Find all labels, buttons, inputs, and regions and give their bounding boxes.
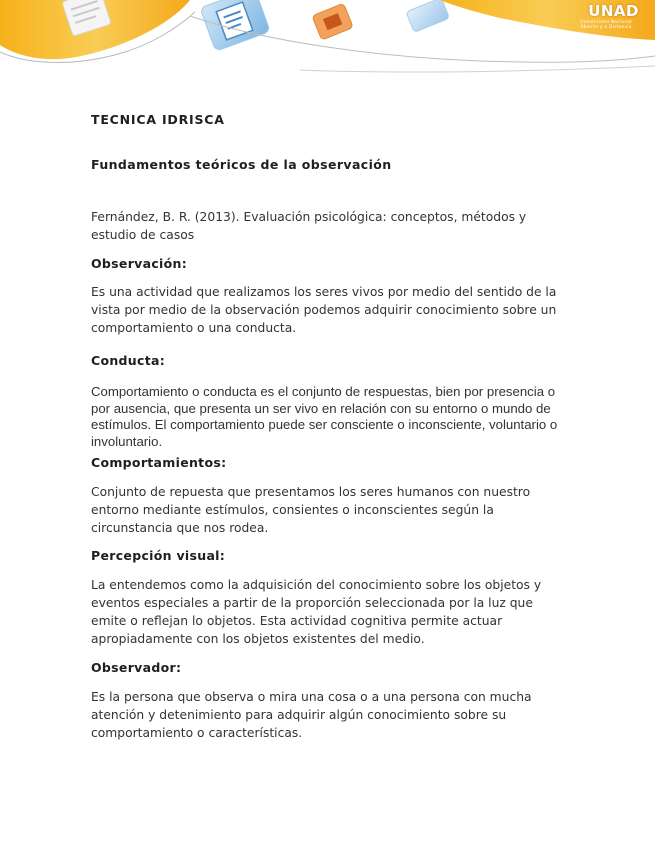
document-title: TECNICA IDRISCA: [91, 112, 225, 127]
section-body-observacion: Es una actividad que realizamos los seres vivos por medio del sentido de la vista por medio de la observación podemos adquirir conocimiento sobre un comportamiento o una conducta.: [91, 285, 557, 335]
decorative-tile: [406, 0, 449, 32]
header-banner-graphic: [0, 0, 655, 80]
bibliographic-reference: Fernández, B. R. (2013). Evaluación psicológica: conceptos, métodos y estudio de casos: [91, 210, 527, 242]
section-heading-comportamientos: Comportamientos:: [91, 455, 227, 470]
checklist-icon: [200, 0, 270, 51]
section-heading-observacion: Observación:: [91, 256, 188, 271]
page-header-banner: [0, 0, 655, 80]
section-heading-percepcion-visual: Percepción visual:: [91, 548, 226, 563]
section-body-conducta: Comportamiento o conducta es el conjunto de respuestas, bien por presencia o por ausencia, que presenta un ser vivo en relación con su entorno o mundo de estímulos. El comportamiento puede ser consciente o inconsciente, voluntario o involuntario.: [91, 384, 558, 449]
unad-logo: UNAD: [588, 2, 639, 20]
bottom-gray-curve: [300, 66, 655, 72]
section-heading-conducta: Conducta:: [91, 353, 166, 368]
unad-logo-subtitle: Universidad Nacional Abierta y a Distancia: [580, 20, 632, 30]
document-subtitle: Fundamentos teóricos de la observación: [91, 157, 392, 172]
folder-icon: [312, 3, 353, 40]
section-body-percepcion-visual: La entendemos como la adquisición del conocimiento sobre los objetos y eventos especiales a partir de la proporción seleccionada por la luz que emite o reflejan lo objetos. Esta actividad cognitiva permite actuar apropiadamente con los objetos existentes del medio.: [91, 578, 542, 646]
section-body-observador: Es la persona que observa o mira una cosa o a una persona con mucha atención y detenimiento para adquirir algún conocimiento sobre su comportamiento o características.: [91, 690, 532, 740]
section-body-comportamientos: Conjunto de repuesta que presentamos los seres humanos con nuestro entorno mediante estímulos, consientes o inconscientes según la circunstancia que nos rodea.: [91, 485, 531, 535]
section-heading-observador: Observador:: [91, 660, 182, 675]
